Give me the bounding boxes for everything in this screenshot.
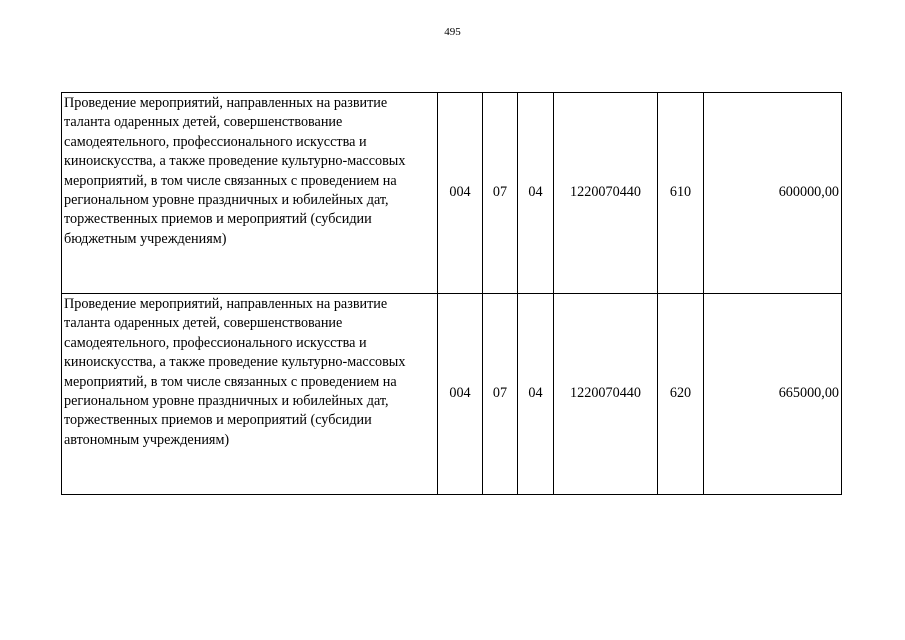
amount-value: 600000,00 — [704, 93, 842, 294]
target-article-code: 1220070440 — [554, 93, 658, 294]
target-article-code: 1220070440 — [554, 294, 658, 495]
budget-table — [61, 92, 842, 495]
row-description: Проведение мероприятий, направленных на развитие таланта одаренных детей, совершенствование самодеятельного, профессионального искусства и киноискусства, а также проведение культурно-массовых мероприятий, в том числе связанных с проведением на региональном уровне праздничных и юбилейных дат, торжественных приемов и мероприятий (субсидии автономным учреждениям) — [62, 294, 438, 495]
table-row — [62, 93, 842, 294]
section-code: 07 — [483, 294, 518, 495]
subsection-code: 04 — [518, 294, 554, 495]
amount-value: 665000,00 — [704, 294, 842, 495]
subsection-code: 04 — [518, 93, 554, 294]
row-description: Проведение мероприятий, направленных на развитие таланта одаренных детей, совершенствование самодеятельного, профессионального искусства и киноискусства, а также проведение культурно-массовых мероприятий, в том числе связанных с проведением на региональном уровне праздничных и юбилейных дат, торжественных приемов и мероприятий (субсидии бюджетным учреждениям) — [62, 93, 438, 294]
section-code: 07 — [483, 93, 518, 294]
expense-type-code: 610 — [658, 93, 704, 294]
page-number: 495 — [444, 26, 461, 38]
table-row — [62, 294, 842, 495]
ministry-code: 004 — [438, 93, 483, 294]
expense-type-code: 620 — [658, 294, 704, 495]
ministry-code: 004 — [438, 294, 483, 495]
